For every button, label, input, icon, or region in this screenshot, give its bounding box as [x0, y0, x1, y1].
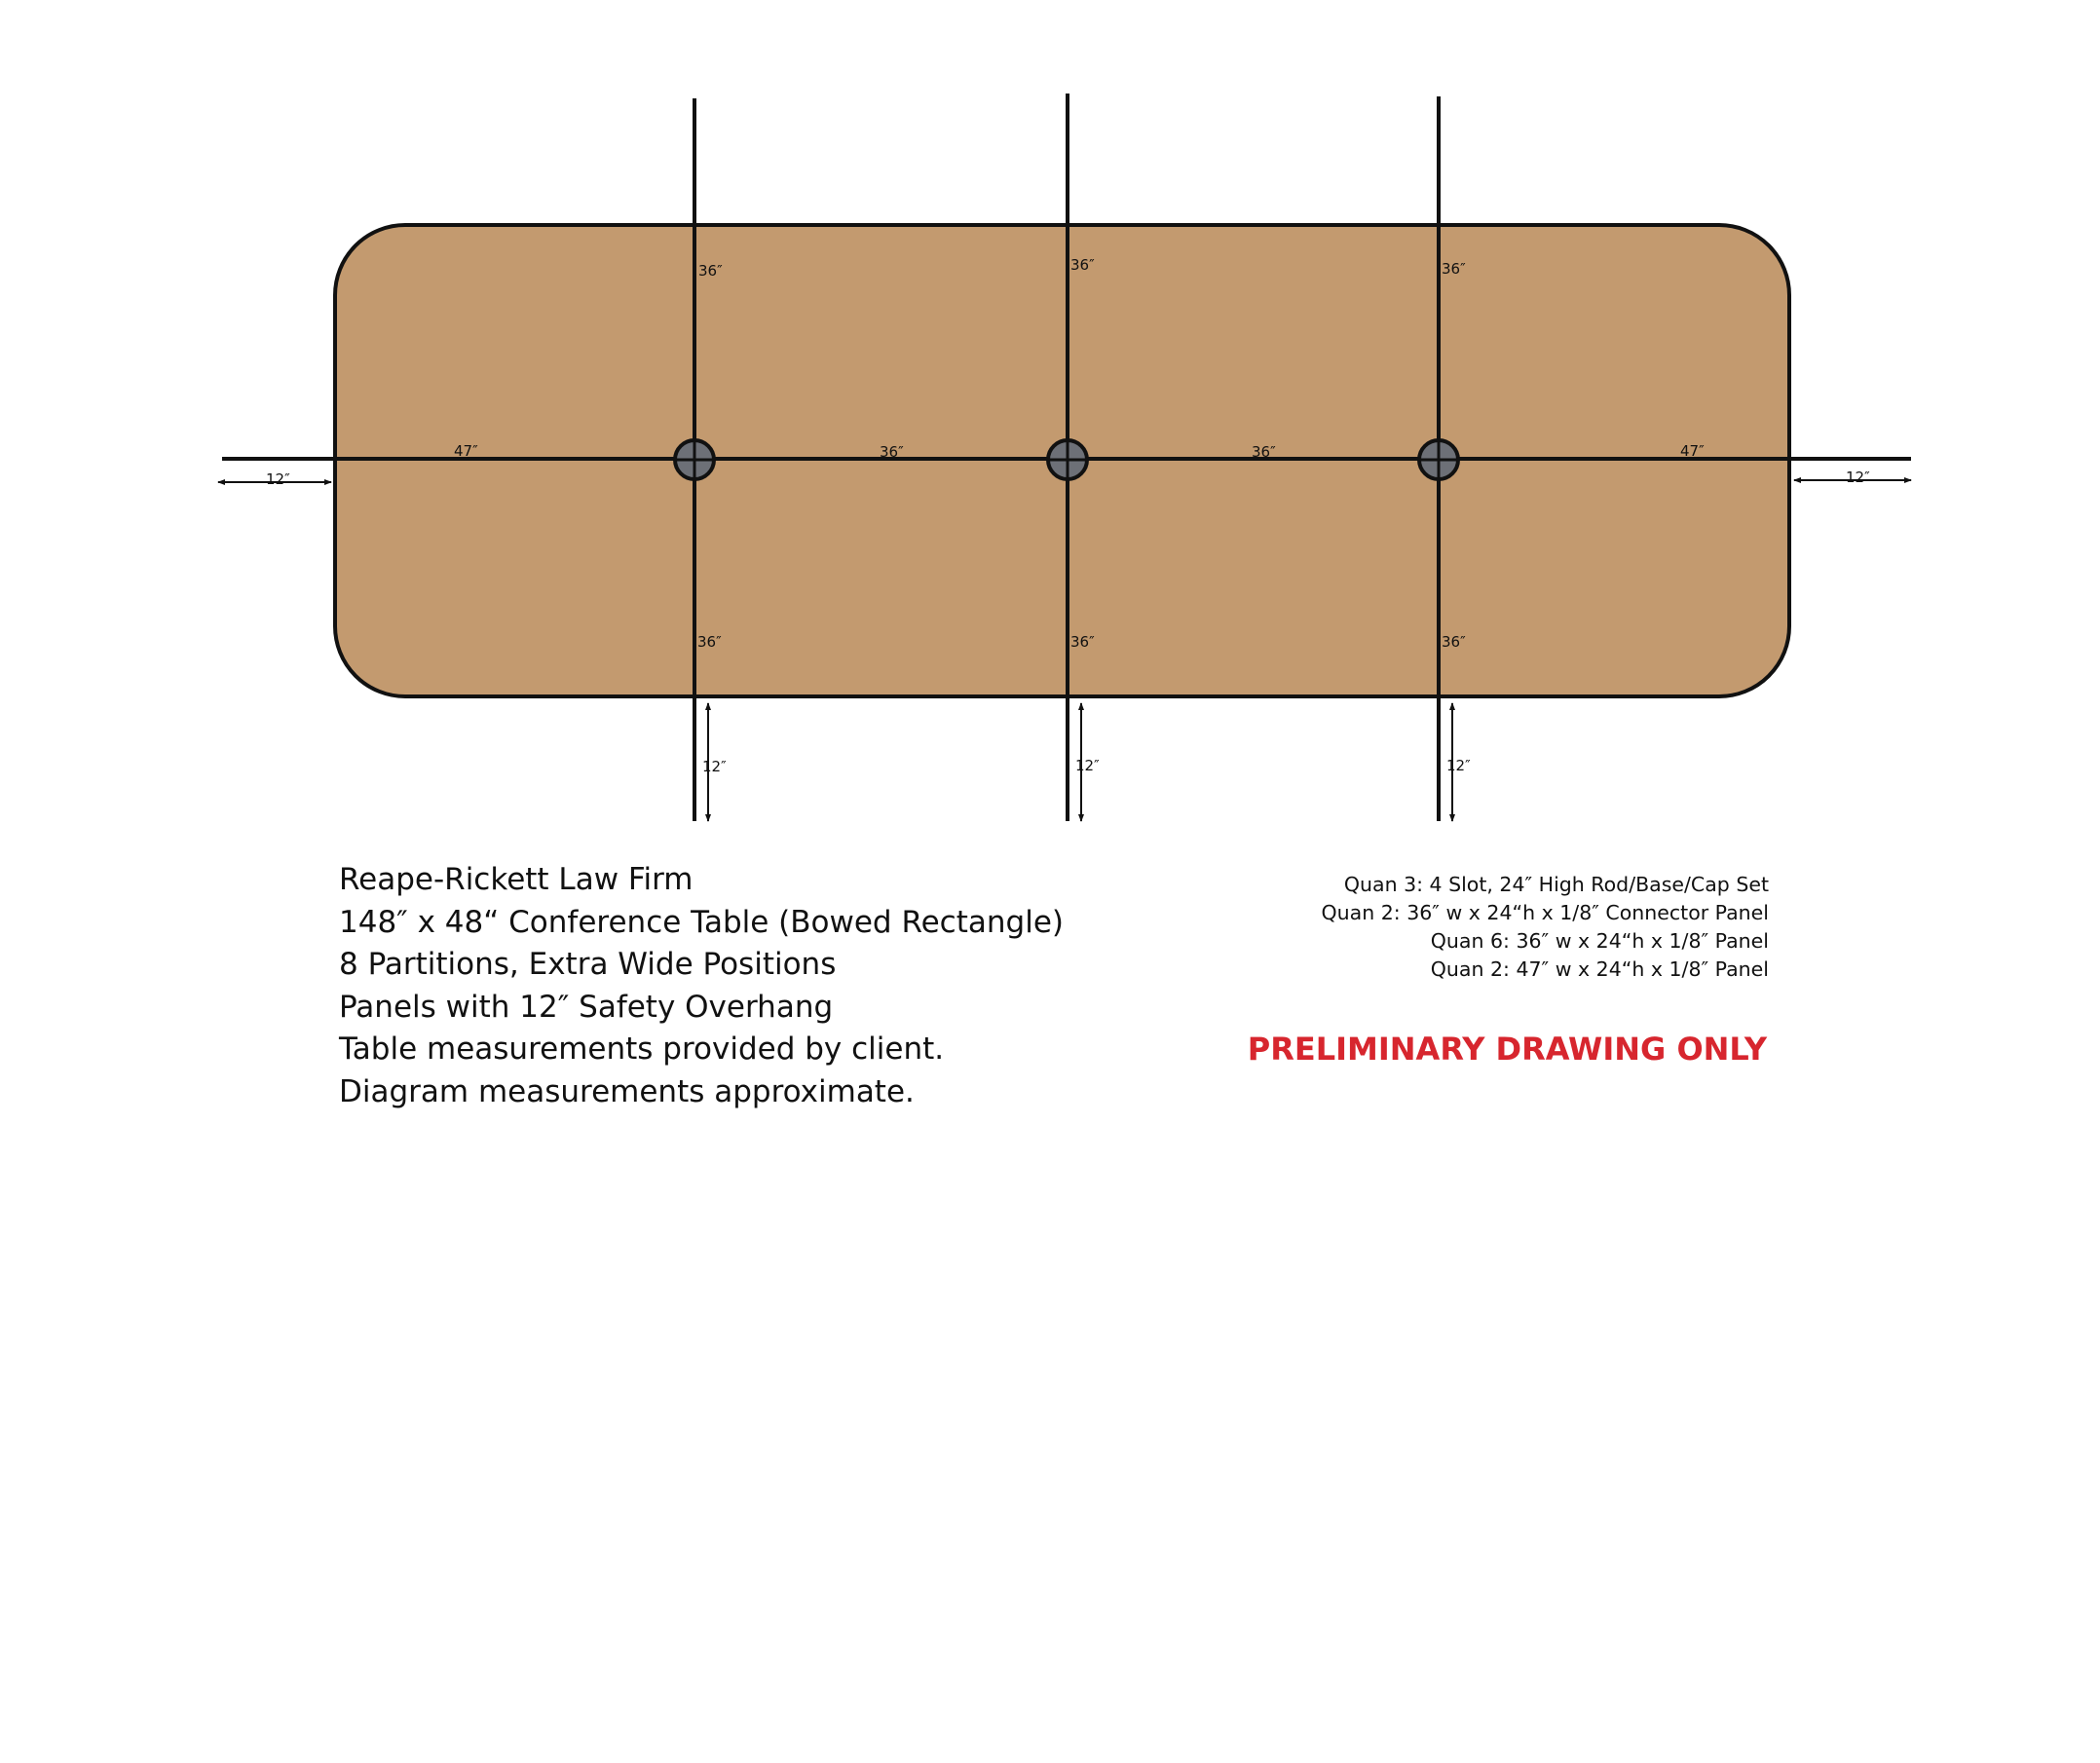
post-left — [675, 440, 714, 479]
dim-label-left-wide: 47″ — [454, 442, 478, 460]
post-right — [1419, 440, 1458, 479]
dim-label-overhang-right: 12″ — [1846, 469, 1870, 486]
dim-label-bottom-center: 36″ — [1070, 633, 1095, 651]
dim-label-top-center: 36″ — [1070, 256, 1095, 274]
dim-label-overhang-bottom-left: 12″ — [702, 758, 727, 775]
dim-label-overhang-bottom-right: 12″ — [1446, 757, 1471, 774]
parts-list-item: Quan 3: 4 Slot, 24″ High Rod/Base/Cap Set — [1343, 873, 1769, 896]
client-name: Reape-Rickett Law Firm — [339, 862, 694, 897]
partition-spec: 8 Partitions, Extra Wide Positions — [339, 947, 837, 982]
dim-label-top-right: 36″ — [1442, 260, 1466, 278]
dim-label-center-left: 36″ — [880, 443, 904, 461]
overhang-spec: Panels with 12″ Safety Overhang — [339, 989, 834, 1025]
dim-label-bottom-left: 36″ — [697, 633, 722, 651]
dim-label-bottom-right: 36″ — [1442, 633, 1466, 651]
dim-label-top-left: 36″ — [698, 262, 723, 280]
measurement-note: Table measurements provided by client. — [339, 1032, 945, 1067]
dim-label-center-right: 36″ — [1252, 443, 1276, 461]
table-spec: 148″ x 48“ Conference Table (Bowed Rectangle) — [339, 904, 1064, 940]
partition-diagram — [0, 0, 2100, 857]
approximation-note: Diagram measurements approximate. — [339, 1073, 915, 1109]
dim-label-overhang-bottom-center: 12″ — [1075, 757, 1100, 774]
parts-list-item: Quan 2: 36″ w x 24“h x 1/8″ Connector Panel — [1321, 901, 1769, 924]
dim-label-overhang-left: 12″ — [266, 470, 290, 488]
post-center — [1048, 440, 1087, 479]
preliminary-stamp: PRELIMINARY DRAWING ONLY — [1247, 1031, 1767, 1068]
parts-list-item: Quan 2: 47″ w x 24“h x 1/8″ Panel — [1430, 957, 1769, 981]
dim-label-right-wide: 47″ — [1680, 442, 1705, 460]
parts-list — [1322, 871, 1769, 984]
project-notes — [339, 859, 1064, 1113]
parts-list-item: Quan 6: 36″ w x 24“h x 1/8″ Panel — [1430, 929, 1769, 953]
